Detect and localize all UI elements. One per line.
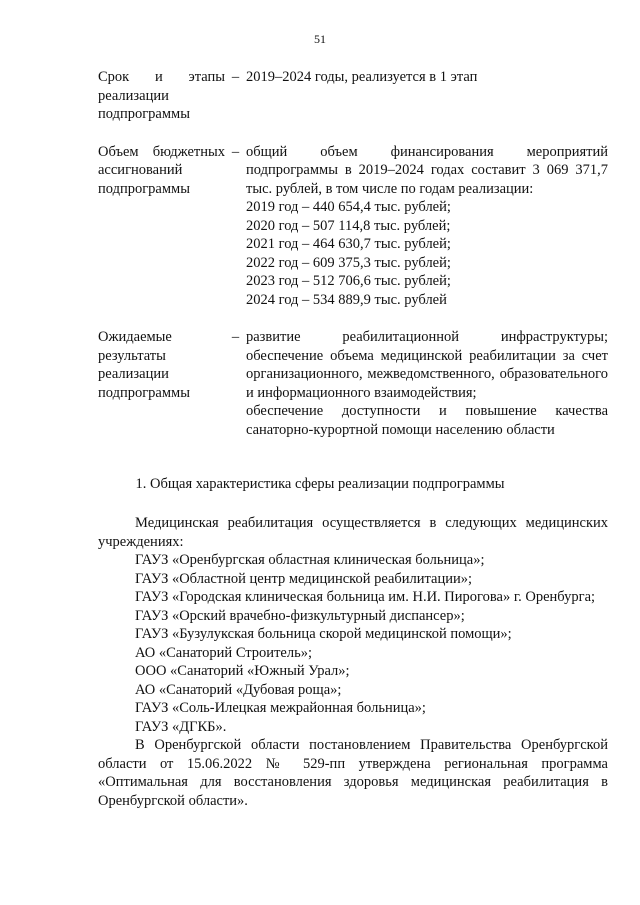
passport-label-budget: Объем бюджетных ассигнований подпрограммы xyxy=(98,143,225,197)
section-body xyxy=(98,514,608,810)
passport-dash: – xyxy=(231,329,240,345)
institution-item: ООО «Санаторий «Южный Урал»; xyxy=(135,663,350,679)
subprogram-passport-table xyxy=(98,68,608,458)
passport-line-year: 2021 год – 464 630,7 тыс. рублей; xyxy=(246,236,451,252)
section-title: 1. Общая характеристика сферы реализации подпрограммы xyxy=(135,476,505,492)
institution-item: АО «Санаторий «Дубовая роща»; xyxy=(135,681,342,698)
passport-value-results xyxy=(246,328,608,439)
institution-item: ГАУЗ «Городская клиническая больница им. Н.И. Пирогова» г. Оренбурга; xyxy=(135,589,596,605)
passport-row-results xyxy=(98,328,608,439)
institution-item: АО «Санаторий Строитель»; xyxy=(135,644,312,661)
passport-line: обеспечение доступности и повышение качества санаторно-курортной помощи населению области xyxy=(246,403,608,438)
passport-line-total: общий объем финансирования мероприятий подпрограммы в 2019–2024 годах составит 3 069 371,7 тыс. рублей, в том числе по годам реализации: xyxy=(246,143,608,197)
paragraph: Медицинская реабилитация осуществляется в следующих медицинских учреждениях: xyxy=(98,515,608,550)
passport-line-year: 2024 год – 534 889,9 тыс. рублей xyxy=(246,291,447,308)
passport-line-year: 2022 год – 609 375,3 тыс. рублей; xyxy=(246,254,451,271)
page-number: 51 xyxy=(314,32,326,46)
institution-item: ГАУЗ «Орский врачебно-физкультурный диспансер»; xyxy=(135,607,465,624)
passport-line-year: 2019 год – 440 654,4 тыс. рублей; xyxy=(246,199,451,215)
passport-row-budget xyxy=(98,143,608,310)
passport-dash: – xyxy=(231,143,240,160)
passport-label-results: Ожидаемые результаты реализации подпрограммы xyxy=(98,329,190,401)
paragraph: В Оренбургской области постановлением Правительства Оренбургской области от 15.06.2022 № 529-пп утверждена региональная программа «Оптимальная для восстановления здоровья медицинская реабилитация в Оренбургской области». xyxy=(98,737,608,809)
passport-line: 2019–2024 годы, реализуется в 1 этап xyxy=(246,69,478,85)
passport-line: развитие реабилитационной инфраструктуры; обеспечение объема медицинской реабилитации за счет организационного, межведомственного, образовательного и информационного взаимодействия; xyxy=(246,329,608,401)
passport-line-year: 2023 год – 512 706,6 тыс. рублей; xyxy=(246,273,451,289)
institution-item: ГАУЗ «Бузулукская больница скорой медицинской помощи»; xyxy=(135,626,512,642)
institution-item: ГАУЗ «Областной центр медицинской реабилитации»; xyxy=(135,570,473,587)
passport-dash: – xyxy=(231,69,240,85)
passport-row-terms xyxy=(98,68,608,124)
passport-value-budget xyxy=(246,143,608,310)
institution-item: ГАУЗ «ДГКБ». xyxy=(135,718,227,735)
passport-value-terms xyxy=(246,68,608,124)
passport-label-terms: Срок и этапы реализации подпрограммы xyxy=(98,69,225,122)
passport-line-year: 2020 год – 507 114,8 тыс. рублей; xyxy=(246,217,451,234)
institution-item: ГАУЗ «Оренбургская областная клиническая больница»; xyxy=(135,552,485,568)
institution-item: ГАУЗ «Соль-Илецкая межрайонная больница»; xyxy=(135,700,426,716)
